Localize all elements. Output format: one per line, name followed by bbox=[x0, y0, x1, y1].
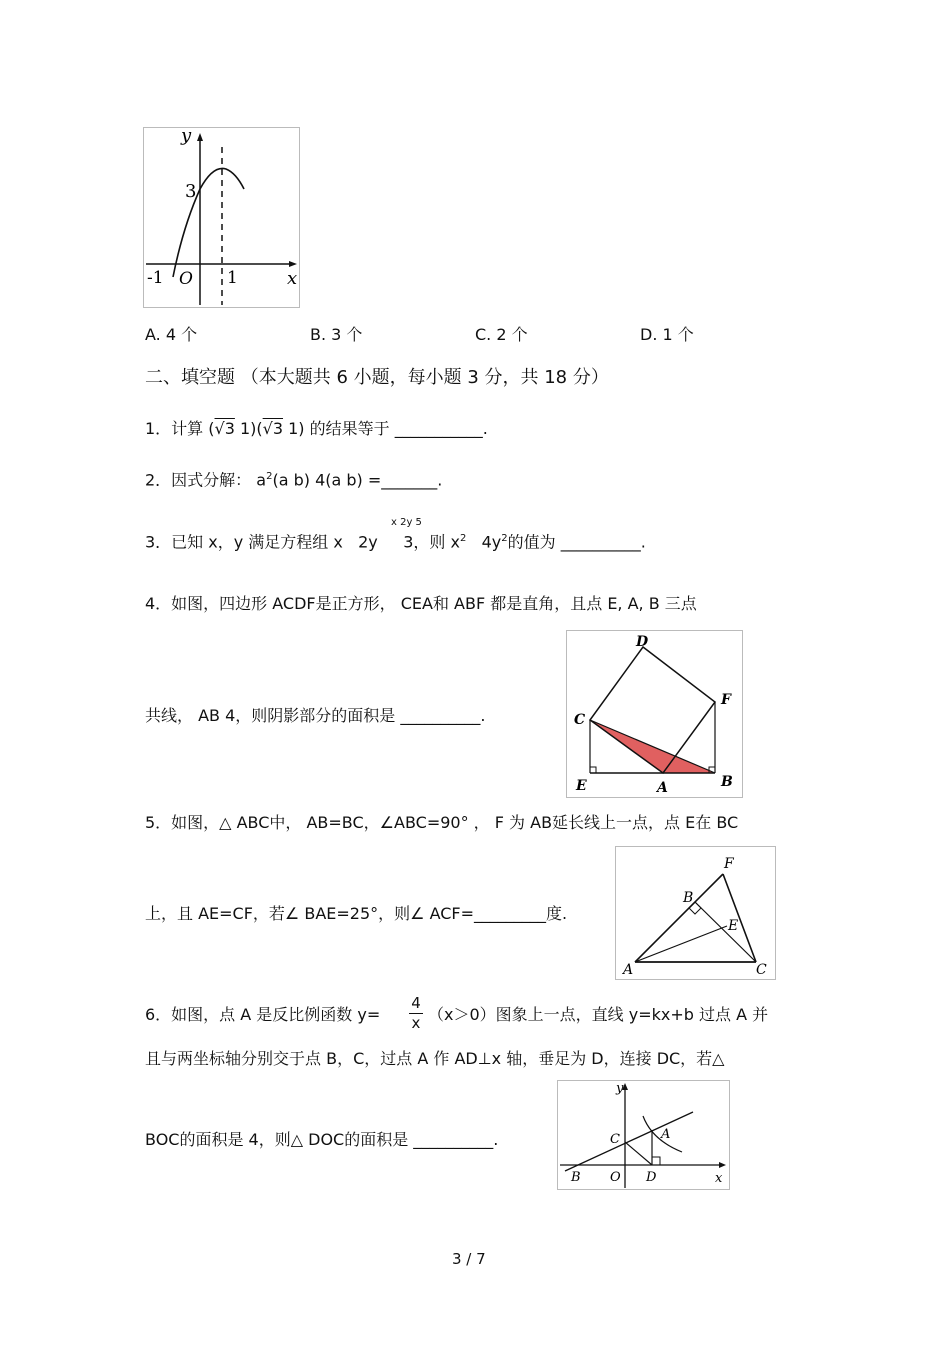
question-6-line-1-a: 6．如图，点 A 是反比例函数 y= bbox=[145, 1005, 381, 1024]
label-x: x bbox=[715, 1171, 723, 1186]
label-o: O bbox=[610, 1170, 621, 1185]
label-a: A bbox=[661, 1127, 671, 1142]
question-6-line-2: 且与两坐标轴分别交于点 B，C，过点 A 作 AD⊥x 轴，垂足为 D，连接 DC，若△ bbox=[145, 1049, 725, 1068]
x-axis-label: x bbox=[287, 268, 298, 289]
question-3 bbox=[145, 534, 646, 550]
q3-suffix: 的值为 __________. bbox=[507, 532, 646, 552]
label-b: B bbox=[571, 1170, 581, 1185]
question-5-line-2: 上，且 AE=CF，若∠ BAE=25°，则∠ ACF=_________度. bbox=[145, 904, 568, 923]
label-b: B bbox=[721, 774, 733, 790]
parabola-graph bbox=[143, 127, 300, 308]
triangle-figure bbox=[615, 846, 776, 980]
label-c: C bbox=[610, 1132, 620, 1147]
label-a: A bbox=[657, 780, 668, 796]
fraction-numerator: 4 bbox=[411, 994, 421, 1012]
option-d[interactable]: D. 1 个 bbox=[640, 325, 694, 344]
label-d: D bbox=[636, 634, 649, 650]
label-y: y bbox=[616, 1081, 624, 1096]
page-number: 3 / 7 bbox=[452, 1250, 486, 1268]
option-b[interactable]: B. 3 个 bbox=[310, 325, 363, 344]
question-4-line-1: 4．如图，四边形 ACDF是正方形， CEA和 ABF 都是直角，且点 E, A, B 三点 bbox=[145, 594, 697, 613]
q1-suffix: 1) 的结果等于 ___________. bbox=[283, 419, 488, 438]
minus-one-label: -1 bbox=[147, 268, 164, 288]
label-f: F bbox=[724, 856, 734, 872]
fraction-denominator: x bbox=[411, 1014, 421, 1032]
label-c: C bbox=[574, 712, 586, 728]
label-d: D bbox=[646, 1170, 657, 1185]
one-label: 1 bbox=[227, 268, 238, 288]
q2-text-a: 2．因式分解： a bbox=[145, 470, 267, 490]
q2-text-b: (a b) 4(a b) =_______. bbox=[272, 470, 443, 490]
section-title: 二、填空题 （本大题共 6 小题，每小题 3 分，共 18 分） bbox=[145, 367, 609, 388]
square-figure bbox=[566, 630, 743, 798]
q3-num: 3．已知 x，y 满足方程组 x bbox=[145, 532, 343, 552]
q3-mid-2: 4y bbox=[481, 532, 502, 552]
question-5-line-1: 5．如图，△ ABC中， AB=BC，∠ABC=90° ， F 为 AB延长线上一点，点 E在 BC bbox=[145, 813, 739, 832]
question-6-line-3: BOC的面积是 4，则△ DOC的面积是 __________. bbox=[145, 1130, 499, 1149]
q2-sup: 2 bbox=[266, 471, 273, 482]
q3-system-bottom: 2y bbox=[358, 532, 378, 552]
origin-label: O bbox=[179, 269, 193, 289]
y-axis-label: y bbox=[181, 127, 192, 146]
option-a[interactable]: A. 4 个 bbox=[145, 325, 198, 344]
q1-mid: 1)( bbox=[234, 419, 263, 438]
label-c: C bbox=[756, 962, 767, 978]
question-1 bbox=[145, 421, 488, 437]
fraction-4-over-x bbox=[409, 996, 423, 1031]
question-6-line-1-b: （x＞0）图象上一点，直线 y=kx+b 过点 A 并 bbox=[428, 1005, 769, 1024]
q3-system-top: x 2y 5 bbox=[391, 517, 422, 528]
q3-sup-1: 2 bbox=[459, 533, 467, 544]
q3-mid: 3，则 x bbox=[403, 532, 460, 552]
option-c[interactable]: C. 2 个 bbox=[475, 325, 528, 344]
label-e: E bbox=[728, 918, 739, 934]
coordinate-figure bbox=[557, 1080, 730, 1190]
label-a: A bbox=[623, 962, 634, 978]
q1-root-1: √3 bbox=[214, 419, 235, 438]
label-e: E bbox=[576, 778, 587, 794]
label-f: F bbox=[721, 692, 731, 708]
y-intercept-label: 3 bbox=[185, 181, 197, 202]
question-4-line-2: 共线， AB 4，则阴影部分的面积是 __________. bbox=[145, 706, 486, 725]
q1-root-2: √3 bbox=[262, 419, 284, 438]
q1-prefix: 1．计算 ( bbox=[145, 419, 215, 438]
label-b: B bbox=[683, 890, 694, 906]
q3-sup-2: 2 bbox=[501, 533, 508, 544]
question-2 bbox=[145, 472, 442, 488]
